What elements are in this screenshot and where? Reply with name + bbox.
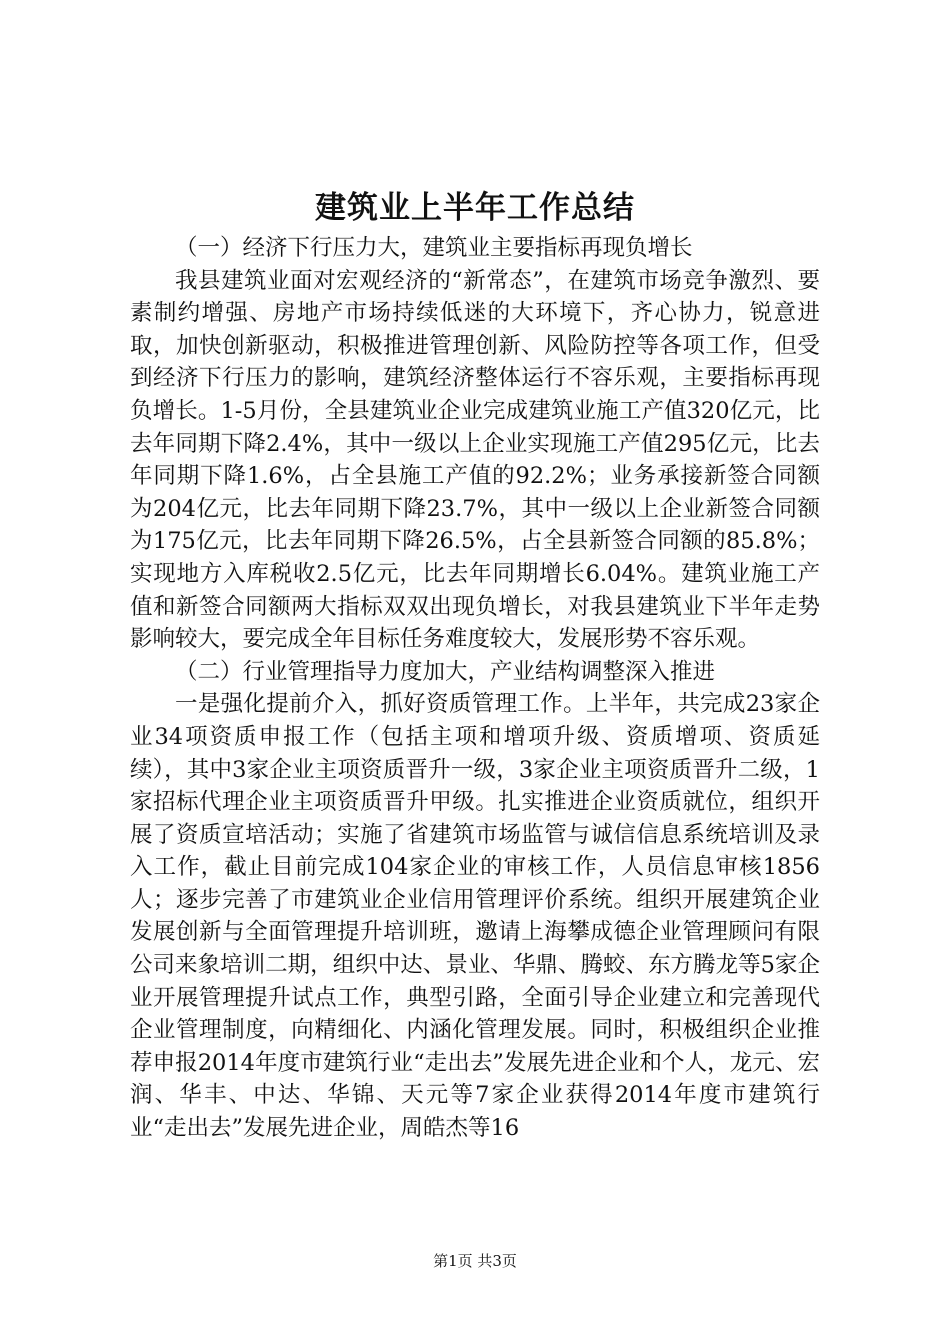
paragraph-1: 我县建筑业面对宏观经济的“新常态”，在建筑市场竞争激烈、要素制约增强、房地产市场持续低迷的大环境下，齐心协力，锐意进取，加快创新驱动，积极推进管理创新、风险防控等各项工作，但受到经济下行压力的影响，建筑经济整体运行不容乐观，主要指标再现负增长。1-5月份，全县建筑业企业完成建筑业施工产值320亿元，比去年同期下降2.4%，其中一级以上企业实现施工产值295亿元，比去年同期下降1.6%，占全县施工产值的92.2%；业务承接新签合同额为204亿元，比去年同期下降23.7%，其中一级以上企业新签合同额为175亿元，比去年同期下降26.5%，占全县新签合同额的85.8%；实现地方入库税收2.5亿元，比去年同期增长6.04%。建筑业施工产值和新签合同额两大指标双双出现负增长，对我县建筑业下半年走势影响较大，要完成全年目标任务难度较大，发展形势不容乐观。 <box>130 267 820 653</box>
document-title: 建筑业上半年工作总结 <box>315 190 635 226</box>
section-heading-1: （一）经济下行压力大，建筑业主要指标再现负增长 <box>175 235 693 261</box>
section-heading-2: （二）行业管理指导力度加大，产业结构调整深入推进 <box>175 658 716 685</box>
paragraph-2: 一是强化提前介入，抓好资质管理工作。上半年，共完成23家企业34项资质申报工作（包括主项和增项升级、资质增项、资质延续），其中3家企业主项资质晋升一级，3家企业主项资质晋升二级，1家招标代理企业主项资质晋升甲级。扎实推进企业资质就位，组织开展了资质宣培活动；实施了省建筑市场监管与诚信信息系统培训及录入工作，截止目前完成104家企业的审核工作，人员信息审核1856人；逐步完善了市建筑业企业信用管理评价系统。组织开展建筑企业发展创新与全面管理提升培训班，邀请上海攀成德企业管理顾问有限公司来象培训二期，组织中达、景业、华鼎、腾蛟、东方腾龙等5家企业开展管理提升试点工作，典型引路，全面引导企业建立和完善现代企业管理制度，向精细化、内涵化管理发展。同时，积极组织企业推荐申报2014年度市建筑行业“走出去”发展先进企业和个人，龙元、宏润、华丰、中达、华锦、天元等7家企业获得2014年度市建筑行业“走出去”发展先进企业，周皓杰等16 <box>130 691 820 1142</box>
document-body <box>130 232 820 1145</box>
page-footer: 第1页 共3页 <box>433 1252 517 1270</box>
